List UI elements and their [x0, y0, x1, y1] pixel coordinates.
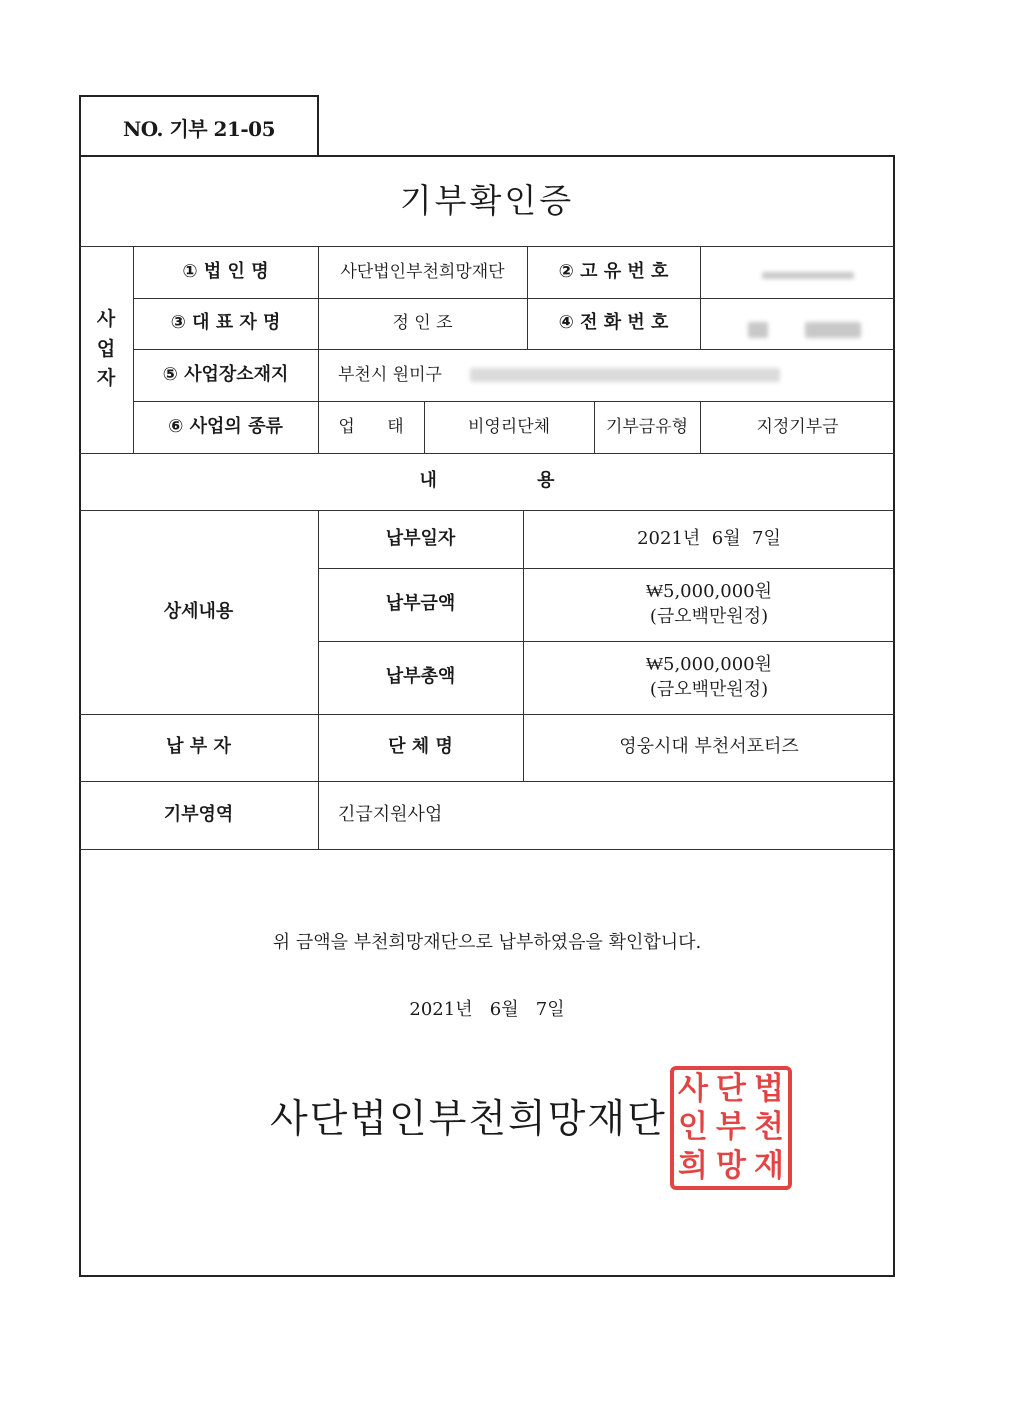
payment-amount-words: (금오백만원정) [649, 605, 769, 627]
issuer-name: 사단법인부천희망재단 [270, 1096, 667, 1142]
donation-area-label: 기부영역 [163, 803, 234, 825]
content-header: 내 용 [419, 470, 555, 492]
redacted-address [470, 368, 780, 382]
business-condition-value: 비영리단체 [467, 416, 551, 437]
group-name-value: 영웅시대 부천서포터즈 [619, 736, 799, 758]
address-label: ⑤ 사업장소재지 [162, 363, 289, 385]
donation-area-value: 긴급지원사업 [338, 803, 443, 825]
seal-glyph: 부 [716, 1109, 746, 1146]
divider [79, 849, 895, 850]
id-number-label: ② 고 유 번 호 [558, 260, 669, 282]
group-name-label: 단 체 명 [388, 736, 453, 758]
business-section-label: 사 업 자 [96, 308, 116, 390]
redacted-phone [748, 322, 768, 338]
donation-type-label: 기부금유형 [605, 416, 689, 437]
payment-total-label: 납부총액 [385, 666, 456, 688]
payment-total-words: (금오백만원정) [649, 678, 769, 700]
redacted-id-number [762, 272, 854, 279]
payment-date-value: 2021년 6월 7일 [637, 527, 781, 549]
divider [700, 246, 701, 349]
seal-glyph: 희 [678, 1148, 708, 1185]
details-label: 상세내용 [163, 600, 234, 622]
payment-date-label: 납부일자 [385, 527, 456, 549]
address-value: 부천시 원미구 [338, 364, 442, 385]
donor-label: 납 부 자 [166, 736, 231, 758]
payment-amount: ₩5,000,000원 [646, 581, 772, 603]
representative-value: 정 인 조 [392, 313, 453, 334]
official-seal [670, 1066, 792, 1190]
seal-glyph: 인 [678, 1109, 708, 1146]
donation-type-value: 지정기부금 [756, 416, 839, 437]
payment-amount-value [523, 568, 895, 641]
document-number: NO. 기부 21-05 [79, 95, 319, 157]
seal-glyph: 법 [754, 1070, 784, 1107]
business-condition-label: 업 태 [338, 416, 404, 437]
representative-label: ③ 대 표 자 명 [170, 312, 281, 334]
seal-glyph: 재 [754, 1148, 784, 1185]
seal-glyph: 단 [716, 1070, 746, 1107]
corp-name-label: ① 법 인 명 [182, 260, 269, 282]
confirmation-date: 2021년 6월 7일 [409, 998, 565, 1020]
document-title: 기부확인증 [399, 181, 575, 221]
phone-label: ④ 전 화 번 호 [558, 312, 669, 334]
confirmation-text: 위 금액을 부천희망재단으로 납부하였음을 확인합니다. [272, 931, 702, 953]
seal-glyph: 망 [716, 1148, 746, 1185]
payment-amount-label: 납부금액 [385, 593, 456, 615]
seal-glyph: 천 [754, 1109, 784, 1146]
payment-total-value [523, 641, 895, 714]
seal-glyph: 사 [678, 1070, 708, 1107]
business-type-label: ⑥ 사업의 종류 [168, 415, 283, 437]
corp-name-value: 사단법인부천희망재단 [340, 261, 505, 282]
redacted-phone [805, 322, 861, 338]
payment-total: ₩5,000,000원 [646, 654, 772, 676]
